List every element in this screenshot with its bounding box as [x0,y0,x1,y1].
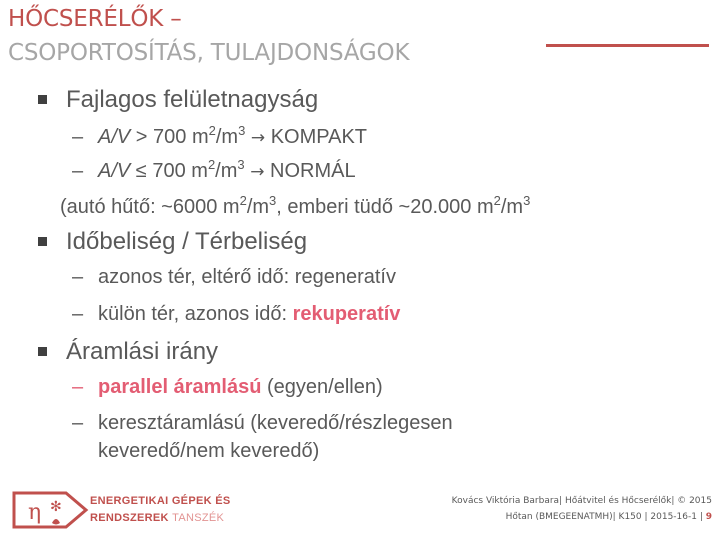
highlight-text: rekuperatív [292,303,401,325]
sub-text: keveredő/nem keveredő) [98,440,320,462]
sub-text: külön tér, azonos idő: [98,303,293,325]
sub-text: (egyen/ellen) [261,376,383,398]
sub-item [72,123,367,149]
bullet-heading: Időbeliség / Térbeliség [66,228,308,255]
value-text: > 700 m [130,126,209,148]
sup: 2 [239,193,247,208]
dash: – [72,303,84,325]
sup: 3 [523,193,531,208]
sub-text: azonos tér, eltérő idő: regeneratív [98,266,396,288]
logo-line-1: ENERGETIKAI GÉPEK ÉS [90,495,231,507]
square-bullet-icon [38,95,47,104]
square-bullet-icon [38,347,47,356]
result-text: KOMPAKT [270,126,368,148]
logo-text [90,493,230,527]
note-text: /m [246,196,270,218]
note-text: (autó hűtő: ~6000 m [60,196,240,218]
page-number: 9 [705,512,712,522]
result-text: NORMÁL [270,160,356,182]
flame-icon [52,519,60,525]
logo-line-2b: TANSZÉK [172,512,225,524]
sub-item-continuation [98,440,319,463]
bullet-heading: Áramlási irány [66,338,219,365]
eta-symbol-icon: η [28,500,42,525]
sup: 3 [238,123,246,138]
note-text: , emberi tüdő ~20.000 m [276,196,494,218]
sup: 2 [207,157,216,172]
dash: – [72,412,84,434]
dash: – [72,266,84,288]
note-line [60,193,530,219]
ratio-label: A/V [98,126,131,148]
ratio-label: A/V [98,160,131,182]
sub-item [72,412,453,435]
sup: 2 [208,123,216,138]
value-text: ≤ 700 m [130,160,208,182]
sup: 2 [493,193,501,208]
sub-text: keresztáramlású (keveredő/részlegesen [98,412,453,434]
title-line-1: HŐCSERÉLŐK – [8,6,182,32]
title-line-2: CSOPORTOSÍTÁS, TULAJDONSÁGOK [8,40,410,66]
slide-title [8,2,409,70]
sub-item [72,157,356,183]
sub-item [72,266,396,289]
footer [452,493,712,525]
note-text: /m [500,196,524,218]
square-bullet-icon [38,237,47,246]
footer-line-1: Kovács Viktória Barbara| Hőátvitel és Hőcserélők| © 2015 [451,496,712,506]
highlight-text: parallel áramlású [98,376,262,398]
dash: – [72,126,84,148]
footer-line-2: Hőtan (BMEGEENATMH)| K150 | 2015-16-1 | [505,512,703,522]
unit: /m [215,126,239,148]
unit: /m [215,160,238,182]
arrow-right-icon: → [250,162,265,182]
dash: – [72,376,84,398]
dash: – [72,160,84,182]
logo-line-2a: RENDSZEREK [90,512,169,524]
bullet-heading: Fajlagos felületnagyság [66,86,319,113]
sup: 3 [237,157,245,172]
sup: 3 [269,193,277,208]
sub-item [72,376,383,399]
title-underline [546,44,709,47]
sub-item [72,303,400,326]
arrow-right-icon: → [250,128,266,148]
snowflake-icon: ✻ [50,499,62,515]
